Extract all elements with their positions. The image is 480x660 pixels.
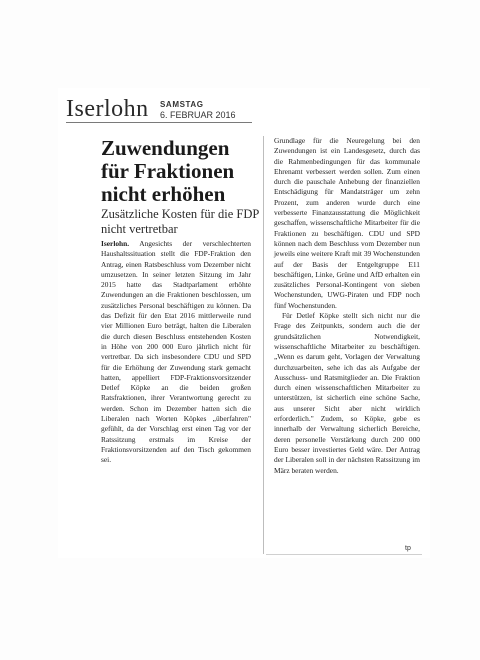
masthead-day: SAMSTAG: [160, 100, 204, 109]
bottom-divider: [266, 554, 422, 555]
column-divider: [263, 136, 264, 554]
masthead-divider: [66, 122, 252, 123]
article-dateline: Iserlohn.: [101, 239, 130, 248]
article-paragraph: [101, 239, 251, 466]
masthead-city: Iserlohn: [66, 96, 149, 122]
masthead-date: 6. FEBRUAR 2016: [160, 110, 236, 120]
article-paragraph: Für Detlef Köpke stellt sich nicht nur die Frage des Zeitpunkts, sondern auch die der grundsätzlichen Notwendigkeit, wissenschaftliche Mitarbeiter zu beschäftigen. „Wenn es darum geht, Vorlagen der Verwaltung durchzuarbeiten, sehe ich das als Aufgabe der Ausschuss- und Ratsmitglieder an. Die Fraktion durch einen wissenschaftlichen Mitarbeiter zu unterstützen, ist sicherlich eine schöne Sache, aus unserer Sicht aber nicht wirklich erforderlich." Zudem, so Köpke, gebe es innerhalb der Verwaltung sicherlich Bereiche, deren personelle Verstärkung durch 200 000 Euro besser investiertes Geld wäre. Der Antrag der Liberalen soll in der nächsten Ratssitzung im März beraten werden.: [274, 311, 420, 475]
article-column-left: [101, 239, 251, 466]
article-column-right: [274, 136, 420, 476]
article-headline: Zuwendungen für Fraktionen nicht erhöhen: [101, 136, 235, 206]
article-paragraph: Grundlage für die Neuregelung bei den Zuwendungen ist ein Landesgesetz, durch das die Rahmenbedingungen für das kommunale Ehrenamt verbessert werden sollen. Zum einen durch die pauschale Anhebung der finanziellen Entschädigung für Mandatsträger um zehn Prozent, zum anderen wurde durch eine verbesserte Finanzausstattung die Möglichkeit geschaffen, wissenschaftliche Mitarbeiter für die Fraktionen zu beschäftigen. CDU und SPD können nach dem Beschluss vom Dezember nun jeweils eine weitere Kraft mit 39 Wochenstunden auf der Basis der Entgeltgruppe E11 beschäftigen, Linke, Grüne und AfD erhalten ein zusätzliches Personal-Kontingent von sieben Wochenstunden, UWG-Piraten und FDP noch fünf Wochenstunden.: [274, 136, 420, 310]
article-subheadline: Zusätzliche Kosten für die FDP nicht vertretbar: [101, 207, 259, 236]
article-paragraph-text: Angesichts der verschlechterten Haushaltssituation stellt die FDP-Fraktion den Antrag, einen Ratsbeschluss vom Dezember nicht umzusetzen. In seiner letzten Sitzung im Jahr 2015 hatte das Stadtparlament erhöhte Zuwendungen an die Fraktionen beschlossen, um zusätzliches Personal beschäftigen zu können. Da das Defizit für den Etat 2016 mittlerweile rund vier Millionen Euro beträgt, halten die Liberalen die durch diesen Beschluss entstehenden Kosten in Höhe von 200 000 Euro jährlich nicht für vertretbar. Da sich insbesondere CDU und SPD für die Erhöhung der Zuwendung stark gemacht hatten, appelliert FDP-Fraktionsvorsitzender Detlef Köpke an die beiden großen Ratsfraktionen, ihrer Verantwortung gerecht zu werden. Schon im Dezember hatten sich die Liberalen nach Worten Köpkes „überfahren" gefühlt, da der Vorschlag erst einen Tag vor der Ratssitzung erstmals im Kreise der Fraktionsvorsitzenden auf den Tisch gekommen sei.: [101, 239, 251, 465]
author-signature: tp: [405, 545, 411, 552]
